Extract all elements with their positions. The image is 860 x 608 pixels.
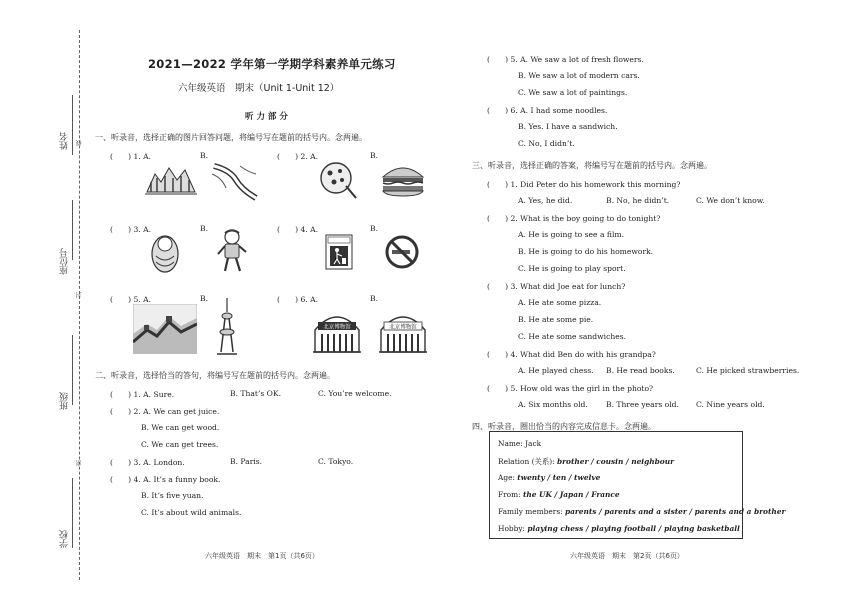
part2-q2[interactable]: ( ) 2. A. We can get juice. [110, 407, 220, 416]
part2-q5[interactable]: ( ) 5. A. We saw a lot of fresh flowers. [487, 55, 644, 64]
part1-q5-label[interactable]: ( ) 5. A. [110, 295, 152, 304]
school-label: 学校 [60, 530, 70, 548]
litter-sign-picture [325, 234, 353, 270]
part2-q2-c: C. We can get trees. [141, 440, 219, 449]
part3-q1-b: B. No, he didn’t. [606, 196, 670, 205]
part1-q3-b-label: B. [200, 224, 208, 233]
part1-q1-b-label: B. [200, 151, 208, 160]
part3-q5-b: B. Three years old. [606, 400, 679, 409]
svg-text:北京博物馆: 北京博物馆 [323, 324, 351, 331]
school-underline[interactable] [72, 478, 73, 548]
part2-instruction: 二、听录音，选择恰当的答句，将编号写在题前的括号内。念两遍。 [95, 371, 335, 380]
part2-q6-b: B. Yes. I have a sandwich. [518, 122, 618, 131]
part2-q1-b: B. That’s OK. [230, 389, 281, 398]
binding-mark-dense: 密 [76, 460, 83, 466]
seat-label: 座位号 [60, 248, 70, 275]
info-relation: Relation (关系): brother / cousin / neighbour [498, 457, 674, 466]
part1-q5-b-label: B. [200, 294, 208, 303]
part2-q1-c: C. You’re welcome. [318, 389, 392, 398]
museum-picture [312, 308, 362, 354]
binding-mark-seal: 封 [76, 292, 83, 298]
page1-footer: 六年级英语 期末 第1页（共6页） [205, 552, 319, 560]
part3-q4[interactable]: ( ) 4. What did Ben do with his grandpa? [487, 350, 656, 359]
info-hobby: Hobby: playing chess / playing football / playing basketball [498, 524, 740, 533]
part4-instruction: 四、听录音，圈出恰当的内容完成信息卡。念两遍。 [472, 422, 656, 431]
part3-q3-a: A. He ate some pizza. [518, 298, 602, 307]
part2-q6-c: C. No, I didn’t. [518, 139, 575, 148]
part1-q3-label[interactable]: ( ) 3. A. [110, 225, 152, 234]
part3-q2[interactable]: ( ) 2. What is the boy going to do tonight? [487, 214, 661, 223]
part3-q5-a: A. Six months old. [518, 400, 588, 409]
part3-q4-a: A. He played chess. [518, 366, 594, 375]
svg-text:北京博物馆: 北京博物馆 [389, 324, 417, 331]
part2-q3-c: C. Tokyo. [318, 457, 354, 466]
info-age: Age: twenty / ten / twelve [498, 473, 601, 482]
part2-q2-b: B. We can get wood. [141, 423, 220, 432]
part1-q4-b-label: B. [370, 224, 378, 233]
listening-heading: 听 力 部 分 [245, 112, 288, 122]
hamburger-picture [380, 163, 426, 197]
from-options[interactable]: the UK / Japan / France [522, 490, 620, 499]
part2-q1[interactable]: ( ) 1. A. Sure. [110, 390, 175, 399]
part1-q2-label[interactable]: ( ) 2. A. [277, 152, 319, 161]
part1-instruction: 一、听录音，选择正确的图片回答问题，将编号写在题前的括号内。念两遍。 [95, 133, 367, 142]
part2-q3[interactable]: ( ) 3. A. London. [110, 458, 185, 467]
part1-q6-label[interactable]: ( ) 6. A. [277, 295, 319, 304]
part3-q4-c: C. He picked strawberries. [696, 366, 800, 375]
part3-q1-c: C. We don’t know. [696, 196, 765, 205]
part3-q1-a: A. Yes, he did. [518, 196, 573, 205]
pizza-picture [318, 160, 358, 200]
part3-instruction: 三、听录音，选择正确的答案，将编号写在题前的括号内。念两遍。 [472, 161, 712, 170]
name-underline[interactable] [72, 95, 73, 155]
part1-q1-label[interactable]: ( ) 1. A. [110, 152, 152, 161]
part3-q2-c: C. He is going to play sport. [518, 264, 626, 273]
part3-q2-b: B. He is going to do his homework. [518, 247, 654, 256]
part1-q4-label[interactable]: ( ) 4. A. [277, 225, 319, 234]
no-smoking-picture [384, 234, 420, 270]
hobby-options[interactable]: playing chess / playing football / playing basketball [527, 524, 740, 533]
binding-dashed-line [79, 30, 80, 580]
part3-q4-b: B. He read books. [606, 366, 675, 375]
part3-q5[interactable]: ( ) 5. How old was the girl in the photo? [487, 384, 654, 393]
relation-options[interactable]: brother / cousin / neighbour [557, 457, 674, 466]
info-from: From: the UK / Japan / France [498, 490, 620, 499]
river-picture [210, 160, 260, 202]
binding-mark-line: 线 [76, 140, 83, 146]
part3-q3-c: C. He ate some sandwiches. [518, 332, 627, 341]
info-name: Name: Jack [498, 439, 542, 448]
part3-q3[interactable]: ( ) 3. What did Joe eat for lunch? [487, 282, 626, 291]
part2-q3-b: B. Paris. [230, 457, 263, 466]
mountains-picture [145, 160, 197, 200]
part1-q6-b-label: B. [370, 294, 378, 303]
part2-q4-c: C. It’s about wild animals. [141, 508, 242, 517]
age-options[interactable]: twenty / ten / twelve [517, 473, 601, 482]
museum-picture-b [378, 308, 428, 354]
family-options[interactable]: parents / parents and a sister / parents and a brother [564, 507, 786, 516]
class-label: 班级 [60, 392, 70, 410]
class-underline[interactable] [72, 335, 73, 405]
info-family: Family members: parents / parents and a sister / parents and a brother [498, 507, 786, 516]
tv-tower-picture [213, 298, 241, 356]
part2-q4-b: B. It’s five yuan. [141, 491, 204, 500]
part3-q5-c: C. Nine years old. [696, 400, 765, 409]
info-card [489, 431, 786, 539]
name-label: 姓名 [60, 132, 70, 150]
seat-underline[interactable] [72, 200, 73, 260]
page-subtitle: 六年级英语 期末（Unit 1-Unit 12） [178, 83, 340, 94]
part3-q3-b: B. He ate some pie. [518, 315, 594, 324]
boy-picture [215, 228, 249, 274]
baby-picture [148, 228, 182, 274]
part2-q4[interactable]: ( ) 4. A. It’s a funny book. [110, 475, 221, 484]
part3-q2-a: A. He is going to see a film. [518, 230, 624, 239]
page2-footer: 六年级英语 期末 第2页（共6页） [570, 552, 684, 560]
page-title: 2021—2022 学年第一学期学科素养单元练习 [148, 57, 396, 71]
part2-q6[interactable]: ( ) 6. A. I had some noodles. [487, 106, 608, 115]
part2-q5-b: B. We saw a lot of modern cars. [518, 71, 640, 80]
great-wall-picture [133, 304, 197, 354]
part1-q2-b-label: B. [370, 151, 378, 160]
part2-q5-c: C. We saw a lot of paintings. [518, 88, 628, 97]
part3-q1[interactable]: ( ) 1. Did Peter do his homework this morning? [487, 180, 681, 189]
